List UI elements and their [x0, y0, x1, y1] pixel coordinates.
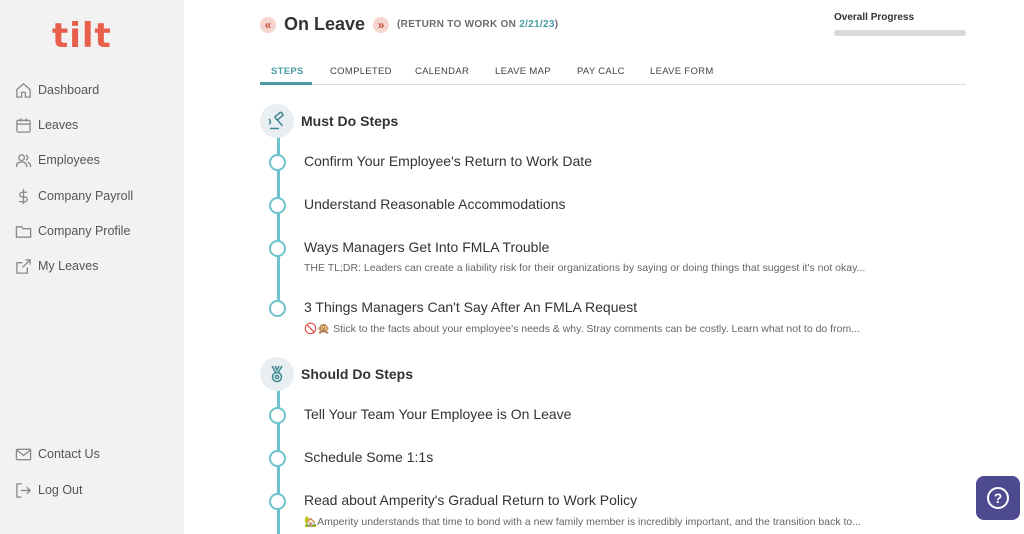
folder-icon	[14, 222, 32, 240]
sidebar-item-my-leaves[interactable]	[14, 254, 98, 278]
step-title[interactable]: Ways Managers Get Into FMLA Trouble	[304, 239, 550, 255]
step-checkbox[interactable]	[269, 240, 286, 257]
step-subtitle: THE TL;DR: Leaders can create a liability risk for their organizations by saying or doing things that suggest it's not okay...	[304, 262, 866, 274]
sidebar-item-label: Leaves	[38, 118, 79, 132]
step-checkbox[interactable]	[269, 154, 286, 171]
sidebar-item-dashboard[interactable]	[14, 78, 99, 102]
page-title: On Leave	[284, 14, 366, 34]
sidebar	[0, 0, 184, 534]
sidebar-item-leaves[interactable]	[14, 113, 78, 137]
sidebar-item-label: Contact Us	[38, 447, 100, 461]
sidebar-item-contact-us[interactable]	[14, 442, 100, 466]
section-title-must-do: Must Do Steps	[301, 113, 399, 129]
tab-leave-form[interactable]: LEAVE FORM	[650, 66, 714, 77]
users-icon	[14, 151, 32, 169]
home-icon	[14, 81, 32, 99]
sidebar-item-label: Dashboard	[38, 83, 100, 97]
tab-completed[interactable]: COMPLETED	[330, 66, 392, 77]
step-title[interactable]: Read about Amperity's Gradual Return to Work Policy	[304, 492, 638, 508]
step-title[interactable]: Tell Your Team Your Employee is On Leave	[304, 406, 572, 422]
page-header	[260, 14, 558, 35]
step-checkbox[interactable]	[269, 493, 286, 510]
sidebar-item-employees[interactable]	[14, 148, 100, 172]
step-title[interactable]: 3 Things Managers Can't Say After An FMLA Request	[304, 299, 638, 315]
mail-icon	[14, 445, 32, 463]
step-subtitle: 🚫🙊 Stick to the facts about your employee's needs & why. Stray comments can be costly. Learn what not to do from...	[304, 323, 860, 335]
sidebar-item-company-profile[interactable]	[14, 219, 130, 243]
step-checkbox[interactable]	[269, 300, 286, 317]
return-date: 2/21/23	[519, 19, 555, 30]
step-title[interactable]: Schedule Some 1:1s	[304, 449, 434, 465]
tab-steps[interactable]: STEPS	[271, 66, 304, 77]
sidebar-item-label: Company Payroll	[38, 189, 134, 203]
gavel-icon	[260, 104, 294, 138]
step-checkbox[interactable]	[269, 450, 286, 467]
previous-leave-button[interactable]: «	[260, 17, 276, 33]
sidebar-item-company-payroll[interactable]	[14, 184, 133, 208]
medal-icon	[260, 357, 294, 391]
tab-bar	[260, 58, 966, 85]
return-suffix: )	[554, 19, 559, 30]
progress-bar-track	[834, 30, 966, 36]
dollar-icon	[14, 187, 32, 205]
step-title[interactable]: Understand Reasonable Accommodations	[304, 196, 566, 212]
sidebar-item-log-out[interactable]	[14, 478, 82, 502]
return-to-work-label	[397, 19, 558, 30]
question-icon: ?	[987, 487, 1009, 509]
sidebar-item-label: Employees	[38, 153, 100, 167]
external-link-icon	[14, 257, 32, 275]
main-content	[184, 0, 1024, 534]
section-title-should-do: Should Do Steps	[301, 366, 413, 382]
active-tab-underline	[260, 82, 312, 85]
sidebar-item-label: Company Profile	[38, 224, 131, 238]
tab-pay-calc[interactable]: PAY CALC	[577, 66, 625, 77]
calendar-icon	[14, 116, 32, 134]
step-title[interactable]: Confirm Your Employee's Return to Work Date	[304, 153, 592, 169]
step-subtitle: 🏡Amperity understands that time to bond with a new family member is incredibly important, and the transition back to...	[304, 516, 861, 528]
step-checkbox[interactable]	[269, 197, 286, 214]
sidebar-item-label: My Leaves	[38, 259, 99, 273]
help-button[interactable]	[976, 476, 1020, 520]
next-leave-button[interactable]: »	[373, 17, 389, 33]
return-prefix: (RETURN TO WORK ON	[397, 19, 520, 30]
sidebar-item-label: Log Out	[38, 483, 83, 497]
tab-leave-map[interactable]: LEAVE MAP	[495, 66, 551, 77]
logout-icon	[14, 481, 32, 499]
overall-progress	[834, 12, 966, 36]
tilt-logo[interactable]: tilt	[52, 16, 112, 56]
step-checkbox[interactable]	[269, 407, 286, 424]
overall-progress-label: Overall Progress	[834, 12, 915, 23]
tab-calendar[interactable]: CALENDAR	[415, 66, 470, 77]
